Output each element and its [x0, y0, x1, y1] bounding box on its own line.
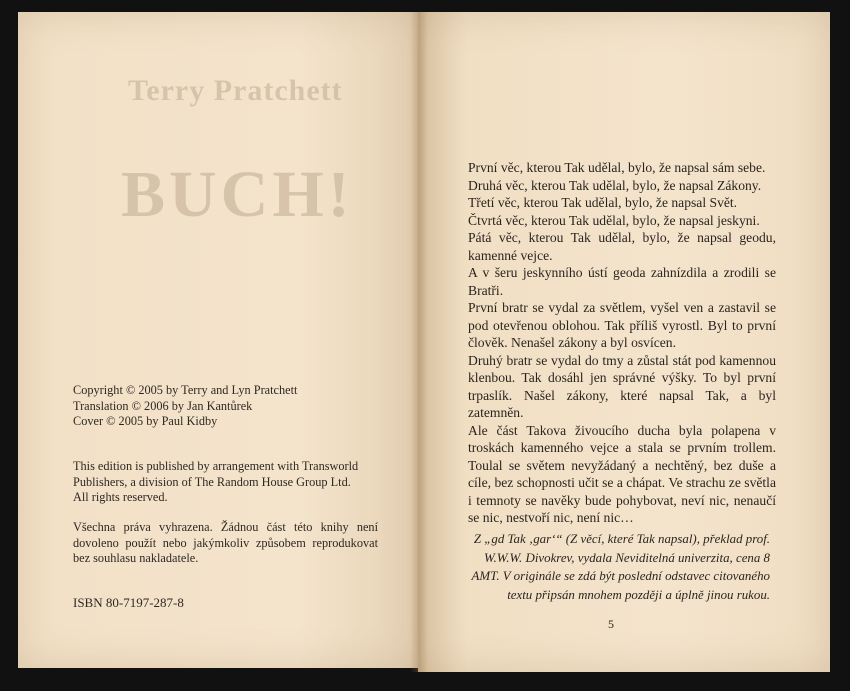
- edition-line: All rights reserved.: [73, 490, 168, 504]
- epigraph-paragraph: První věc, kterou Tak udělal, bylo, že napsal sám sebe.: [468, 160, 766, 175]
- right-page: [418, 12, 830, 672]
- epigraph-paragraph: Pátá věc, kterou Tak udělal, bylo, že napsal geodu, kamenné vejce.: [468, 230, 776, 263]
- epigraph-paragraph: A v šeru jeskynního ústí geoda zahnízdila a zrodili se Bratři.: [468, 265, 776, 298]
- bleed-through-title: BUCH!: [121, 158, 354, 231]
- epigraph-paragraph: První bratr se vydal za světlem, vyšel ven a zastavil se pod otevřenou oblohou. Tak příliš vyrostl. Byl to první člověk. Nenašel zákony a byl osvícen.: [468, 300, 776, 350]
- copyright-line: Translation © 2006 by Jan Kantůrek: [73, 398, 253, 413]
- epigraph-paragraph: Ale část Takova živoucího ducha byla polapena v troskách kamenného vejce a stala se prvním trollem. Toulal se světem nevyžádaný a nechtěný, bez duše a cíle, bez schopnosti učit se a chápat. Ve strachu ze světla i temnoty se navěky bude pohybovat, neví nic, nenaučí se nic, nestvoří nic, není nic…: [468, 422, 776, 525]
- rights-notice: Všechna práva vyhrazena. Žádnou část této knihy není dovoleno použít nebo jakýmkoliv způsobem reprodukovat bez souhlasu nakladatele.: [73, 520, 378, 565]
- epigraph-paragraph: Třetí věc, kterou Tak udělal, bylo, že napsal Svět.: [468, 195, 738, 210]
- epigraph-paragraph: Čtvrtá věc, kterou Tak udělal, bylo, že napsal jeskyni.: [468, 212, 760, 228]
- left-page: [18, 12, 418, 668]
- page-number: 5: [608, 617, 614, 631]
- edition-line: This edition is published by arrangement with Transworld: [73, 459, 359, 473]
- isbn: ISBN 80-7197-287-8: [73, 595, 184, 610]
- epigraph-paragraph: Druhá věc, kterou Tak udělal, bylo, že napsal Zákony.: [468, 177, 762, 193]
- copyright-line: Cover © 2005 by Paul Kidby: [73, 414, 218, 428]
- bleed-through-author: Terry Pratchett: [128, 74, 343, 107]
- copyright-line: Copyright © 2005 by Terry and Lyn Pratchett: [73, 383, 298, 397]
- book-gutter: [410, 12, 428, 672]
- copyright-block: [73, 383, 297, 430]
- epigraph-paragraph: Druhý bratr se vydal do tmy a zůstal stát pod kamennou klenbou. Tak dosáhl jen správné výšky. To byl první trpaslík. Našel zákony, které napsal Tak, a byl zatemněn.: [468, 352, 776, 420]
- edition-line: Publishers, a division of The Random House Group Ltd.: [73, 474, 351, 489]
- epigraph-attribution: Z „gd Tak ‚gar‘“ (Z věcí, které Tak napsal), překlad prof. W.W.W. Divokrev, vydala Neviditelná univerzita, cena 8 AMT. V originále se zdá být poslední odstavec citovaného textu připsán mnohem později a úplně jinou rukou.: [471, 532, 770, 602]
- edition-notice: [73, 459, 358, 506]
- epigraph-text: [468, 159, 776, 527]
